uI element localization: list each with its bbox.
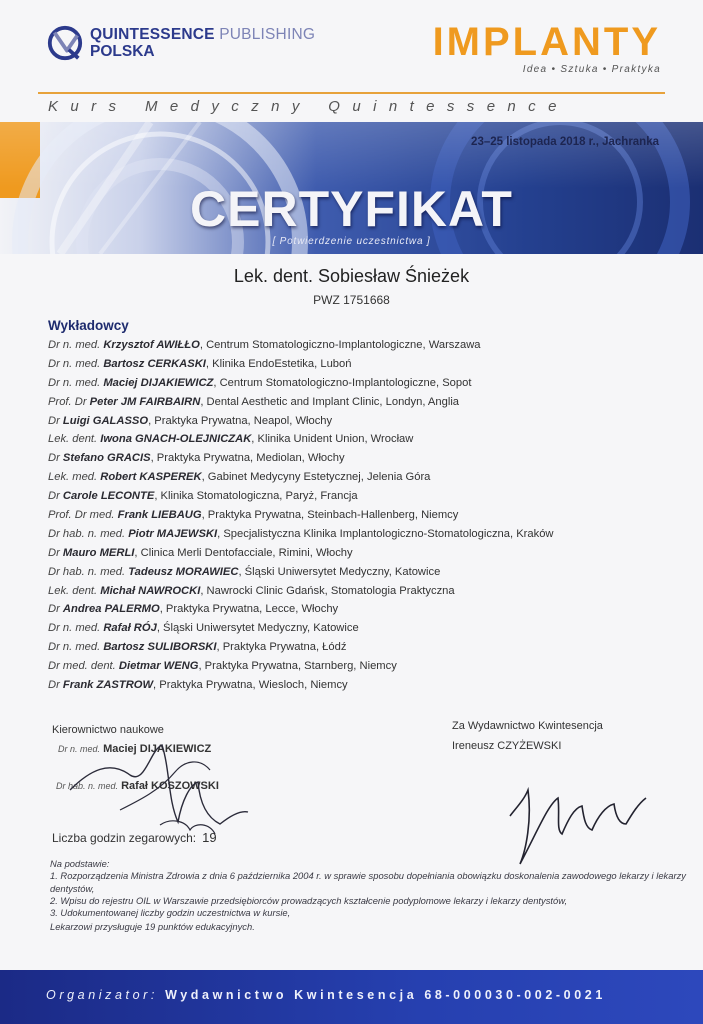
lecturer-name: Dietmar WENG [118, 660, 199, 673]
lecturer-name: Tadeusz MORAWIEC [128, 565, 239, 578]
lecturer-name: Maciej DIJAKIEWICZ [103, 376, 214, 389]
lecturer-name: Frank ZASTROW [62, 679, 154, 692]
lecturer-affiliation: , Praktyka Prywatna, Łódź [216, 641, 347, 654]
publisher-logo [46, 24, 315, 62]
lecturer-title: Prof. Dr [48, 395, 87, 408]
lecturer-affiliation: , Klinika EndoEstetika, Luboń [205, 357, 352, 370]
brand-title: IMPLANTY [432, 20, 661, 64]
hours-label: Liczba godzin zegarowych: [52, 831, 197, 845]
lecturer-name: Mauro MERLI [62, 546, 135, 559]
recipient-pwz: PWZ 1751668 [313, 293, 390, 307]
lecturer-affiliation: , Nawrocki Clinic Gdańsk, Stomatologia Praktyczna [200, 584, 455, 597]
lecturer-title: Dr [48, 452, 60, 465]
lecturer-item [48, 619, 668, 638]
lecturer-item [48, 468, 668, 487]
lecturer-title: Dr n. med. [48, 622, 101, 635]
lecturer-title: Dr [48, 490, 60, 503]
lecturer-item [48, 487, 668, 506]
lecturers-list [48, 336, 668, 695]
lecturer-item [48, 374, 668, 393]
lecturer-name: Stefano GRACIS [62, 452, 151, 465]
hours-count [52, 830, 217, 845]
director-2-title: Dr hab. n. med. [56, 781, 119, 791]
organizer-footer [0, 970, 703, 1024]
lecturer-name: Bartosz SULIBORSKI [103, 641, 217, 654]
implanty-brand [433, 22, 661, 75]
lecturer-title: Prof. Dr med. [48, 509, 115, 522]
lecturer-title: Dr n. med. [48, 376, 101, 389]
publisher-representative-name: Ireneusz CZYŻEWSKI [452, 740, 562, 752]
lecturer-title: Dr [48, 546, 60, 559]
publisher-signature [498, 760, 658, 870]
lecturer-item [48, 657, 668, 676]
lecturer-item [48, 449, 668, 468]
lecturer-item [48, 355, 668, 374]
lecturer-name: Carole LECONTE [62, 490, 155, 503]
scientific-directors-heading: Kierownictwo naukowe [52, 724, 164, 736]
organizer-label: Organizator: [46, 988, 158, 1002]
lecturer-name: Peter JM FAIRBAIRN [89, 395, 201, 408]
lecturer-title: Dr hab. n. med. [48, 565, 126, 578]
lecturer-title: Dr n. med. [48, 641, 101, 654]
lecturer-title: Dr hab. n. med. [48, 527, 126, 540]
hours-value: 19 [202, 830, 217, 845]
lecturer-affiliation: , Klinika Unident Union, Wrocław [251, 433, 414, 446]
lecturers-heading: Wykładowcy [48, 318, 129, 333]
lecturer-name: Andrea PALERMO [62, 603, 160, 616]
lecturer-name: Luigi GALASSO [62, 414, 149, 427]
recipient-name: Lek. dent. Sobiesław Śnieżek [233, 266, 470, 286]
legal-basis-item: 3. Udokumentowanej liczby godzin uczestnictwa w kursie, [50, 907, 291, 919]
directors-signature [50, 730, 300, 840]
director-1-title: Dr n. med. [58, 744, 101, 754]
lecturer-name: Iwona GNACH-OLEJNICZAK [100, 433, 252, 446]
director-1-name: Maciej DIJAKIEWICZ [103, 743, 212, 755]
quintessence-q-logo-icon [46, 24, 84, 62]
certificate-banner [0, 122, 703, 254]
organizer-value: Wydawnictwo Kwintesencja 68-000030-002-0021 [165, 988, 606, 1002]
lecturer-name: Michał NAWROCKI [100, 584, 201, 597]
lecturer-item [48, 393, 668, 412]
lecturer-title: Dr [48, 679, 60, 692]
lecturer-affiliation: , Centrum Stomatologiczno-Implantologiczne, Sopot [213, 376, 472, 389]
lecturer-affiliation: , Praktyka Prywatna, Steinbach-Hallenberg, Niemcy [201, 509, 459, 522]
legal-basis-item: 2. Wpisu do rejestru OIL w Warszawie przedsiębiorców prowadzących kształcenie podyplomowe lekarzy i lekarzy dentystów, [50, 894, 568, 906]
organizer-line [46, 988, 606, 1002]
lecturer-affiliation: , Specjalistyczna Klinika Implantologiczno-Stomatologiczna, Kraków [217, 527, 554, 540]
lecturer-affiliation: , Centrum Stomatologiczno-Implantologiczne, Warszawa [199, 339, 481, 351]
legal-basis-list [50, 870, 690, 919]
publisher-representative-heading: Za Wydawnictwo Kwintesencja [452, 720, 603, 732]
lecturer-name: Piotr MAJEWSKI [128, 527, 218, 540]
lecturer-affiliation: , Clinica Merli Dentofacciale, Rimini, Włochy [134, 546, 353, 559]
certificate-title: CERTYFIKAT [190, 181, 513, 237]
legal-basis-heading: Na podstawie: [50, 858, 110, 869]
legal-basis-item: 1. Rozporządzenia Ministra Zdrowia z dnia 6 października 2004 r. w sprawie sposobu dopełniania obowiązku doskonalenia zawodowego lekarzy i lekarzy dentystów, [50, 870, 686, 894]
lecturer-affiliation: , Praktyka Prywatna, Wiesloch, Niemcy [153, 679, 348, 692]
publisher-name-bold: QUINTESSENCE [90, 26, 215, 43]
lecturer-name: Krzysztof AWIŁŁO [103, 339, 200, 351]
lecturer-title: Dr n. med. [48, 339, 101, 351]
lecturer-item [48, 430, 668, 449]
lecturer-affiliation: , Praktyka Prywatna, Mediolan, Włochy [150, 452, 345, 465]
lecturer-title: Lek. dent. [48, 433, 98, 446]
lecturer-affiliation: , Śląski Uniwersytet Medyczny, Katowice [156, 622, 359, 635]
lecturer-item [48, 336, 668, 355]
lecturer-name: Bartosz CERKASKI [103, 357, 206, 370]
lecturer-item [48, 525, 668, 544]
publisher-country: POLSKA [90, 43, 155, 60]
lecturer-name: Robert KASPEREK [100, 471, 202, 484]
lecturer-affiliation: , Praktyka Prywatna, Lecce, Włochy [159, 603, 339, 616]
lecturer-affiliation: , Śląski Uniwersytet Medyczny, Katowice [238, 565, 441, 578]
director-2-name: Rafał KOSZOWSKI [121, 780, 219, 792]
lecturer-name: Frank LIEBAUG [117, 509, 202, 522]
lecturer-item [48, 544, 668, 563]
lecturer-item [48, 638, 668, 657]
lecturer-affiliation: , Praktyka Prywatna, Neapol, Włochy [148, 414, 333, 427]
lecturer-item [48, 506, 668, 525]
education-points-note: Lekarzowi przysługuje 19 punktów edukacyjnych. [50, 921, 255, 933]
lecturer-title: Dr med. dent. [48, 660, 116, 673]
lecturer-item [48, 563, 668, 582]
course-name: Kurs Medyczny Quintessence [48, 98, 569, 115]
lecturer-item [48, 412, 668, 431]
certificate-subtitle: [ Potwierdzenie uczestnictwa ] [272, 236, 431, 247]
brand-tagline: Idea • Sztuka • Praktyka [522, 64, 661, 75]
lecturer-affiliation: , Klinika Stomatologiczna, Paryż, Francja [154, 490, 358, 503]
lecturer-title: Dr [48, 603, 60, 616]
publisher-name-light: PUBLISHING [219, 26, 316, 43]
lecturer-title: Lek. dent. [48, 584, 98, 597]
lecturer-affiliation: , Dental Aesthetic and Implant Clinic, Londyn, Anglia [200, 395, 460, 408]
lecturer-affiliation: , Praktyka Prywatna, Starnberg, Niemcy [198, 660, 397, 673]
legal-basis [50, 858, 690, 934]
event-date-place: 23–25 listopada 2018 r., Jachranka [471, 136, 659, 148]
lecturer-title: Lek. med. [48, 471, 98, 484]
lecturer-name: Rafał RÓJ [103, 622, 157, 635]
course-bar [38, 92, 665, 118]
lecturer-item [48, 676, 668, 695]
lecturer-affiliation: , Gabinet Medycyny Estetycznej, Jelenia Góra [201, 471, 431, 484]
lecturer-title: Dr [48, 414, 60, 427]
lecturer-item [48, 600, 668, 619]
lecturer-title: Dr n. med. [48, 357, 101, 370]
lecturer-item [48, 582, 668, 601]
